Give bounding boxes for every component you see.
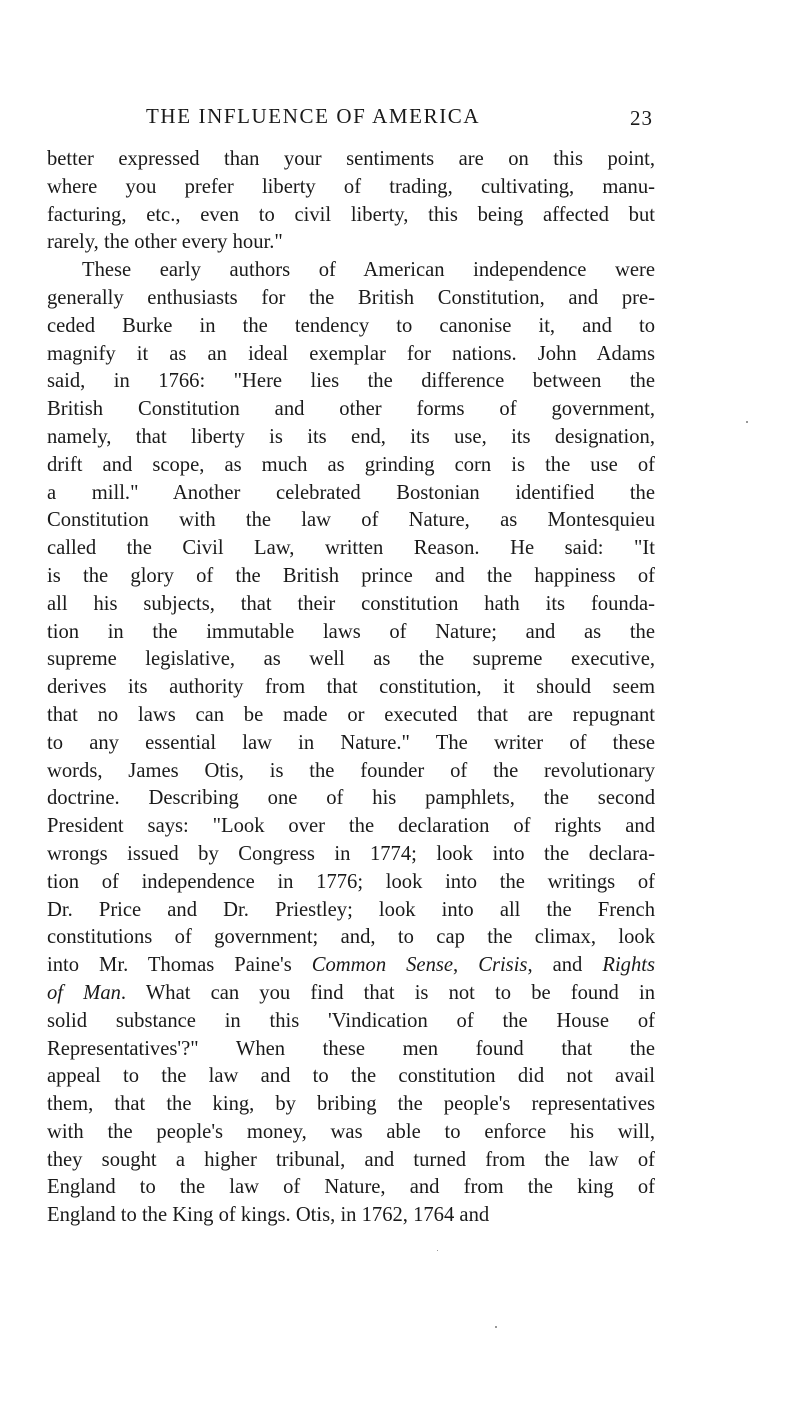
text-line: doctrine. Describing one of his pamphlets, the second xyxy=(47,787,655,810)
text-line: Representatives'?" When these men found that the xyxy=(47,1037,655,1060)
text-line: facturing, etc., even to civil liberty, this being affected but xyxy=(47,203,655,226)
text-line: namely, that liberty is its end, its use, its designation, xyxy=(47,425,655,448)
text-line: England to the law of Nature, and from the king of xyxy=(47,1176,655,1199)
text-line: appeal to the law and to the constitution did not avail xyxy=(47,1065,655,1088)
text-line: These early authors of American independence were xyxy=(82,259,655,282)
text-line: drift and scope, as much as grinding corn is the use of xyxy=(47,453,655,476)
running-title: THE INFLUENCE OF AMERICA xyxy=(146,104,481,128)
text-line: wrongs issued by Congress in 1774; look into the declara- xyxy=(47,842,655,865)
text-line: President says: "Look over the declaration of rights and xyxy=(47,815,655,838)
text-line: ceded Burke in the tendency to canonise it, and to xyxy=(47,314,655,337)
text-line: derives its authority from that constitution, it should seem xyxy=(47,676,655,699)
running-head xyxy=(47,100,655,136)
text-line: a mill." Another celebrated Bostonian identified the xyxy=(47,481,655,504)
paragraph xyxy=(47,146,655,257)
text-line: with the people's money, was able to enforce his will, xyxy=(47,1120,655,1143)
text-line: tion in the immutable laws of Nature; and as the xyxy=(47,620,655,643)
text-line: words, James Otis, is the founder of the revolutionary xyxy=(47,759,655,782)
text-line: that no laws can be made or executed that are repugnant xyxy=(47,703,655,726)
text-line: to any essential law in Nature." The writer of these xyxy=(47,731,655,754)
text-line: constitutions of government; and, to cap the climax, look xyxy=(47,926,655,949)
text-line: British Constitution and other forms of government, xyxy=(47,398,655,421)
text-line: solid substance in this 'Vindication of the House of xyxy=(47,1009,655,1032)
text-line: supreme legislative, as well as the supreme executive, xyxy=(47,648,655,671)
text-line: better expressed than your sentiments are on this point, xyxy=(47,148,655,170)
scan-speck xyxy=(437,1250,438,1251)
text-line: tion of independence in 1776; look into the writings of xyxy=(47,870,655,893)
text-line: generally enthusiasts for the British Constitution, and pre- xyxy=(47,286,655,309)
text-line: England to the King of kings. Otis, in 1762, 1764 and xyxy=(47,1204,490,1227)
text-line: said, in 1766: "Here lies the difference between the xyxy=(47,370,655,393)
text-line: is the glory of the British prince and the happiness of xyxy=(47,564,655,587)
text-line: rarely, the other every hour." xyxy=(47,231,283,254)
body-text xyxy=(47,146,655,1230)
text-line: all his subjects, that their constitution hath its founda- xyxy=(47,592,655,615)
text-line: of Man. What can you find that is not to be found in xyxy=(47,981,655,1004)
scan-speck xyxy=(495,1326,497,1328)
text-line: magnify it as an ideal exemplar for nations. John Adams xyxy=(47,342,655,365)
text-line: into Mr. Thomas Paine's Common Sense, Crisis, and Rights xyxy=(47,954,655,977)
text-line: them, that the king, by bribing the people's representatives xyxy=(47,1093,655,1116)
text-line: they sought a higher tribunal, and turned from the law of xyxy=(47,1148,655,1171)
text-line: Constitution with the law of Nature, as Montesquieu xyxy=(47,509,655,532)
scan-speck xyxy=(746,421,748,423)
book-page xyxy=(47,100,655,1230)
text-line: Dr. Price and Dr. Priestley; look into all the French xyxy=(47,898,655,921)
text-line: where you prefer liberty of trading, cultivating, manu- xyxy=(47,175,655,198)
paragraph xyxy=(47,257,655,1230)
page-number: 23 xyxy=(630,106,653,130)
text-line: called the Civil Law, written Reason. He said: "It xyxy=(47,537,655,560)
